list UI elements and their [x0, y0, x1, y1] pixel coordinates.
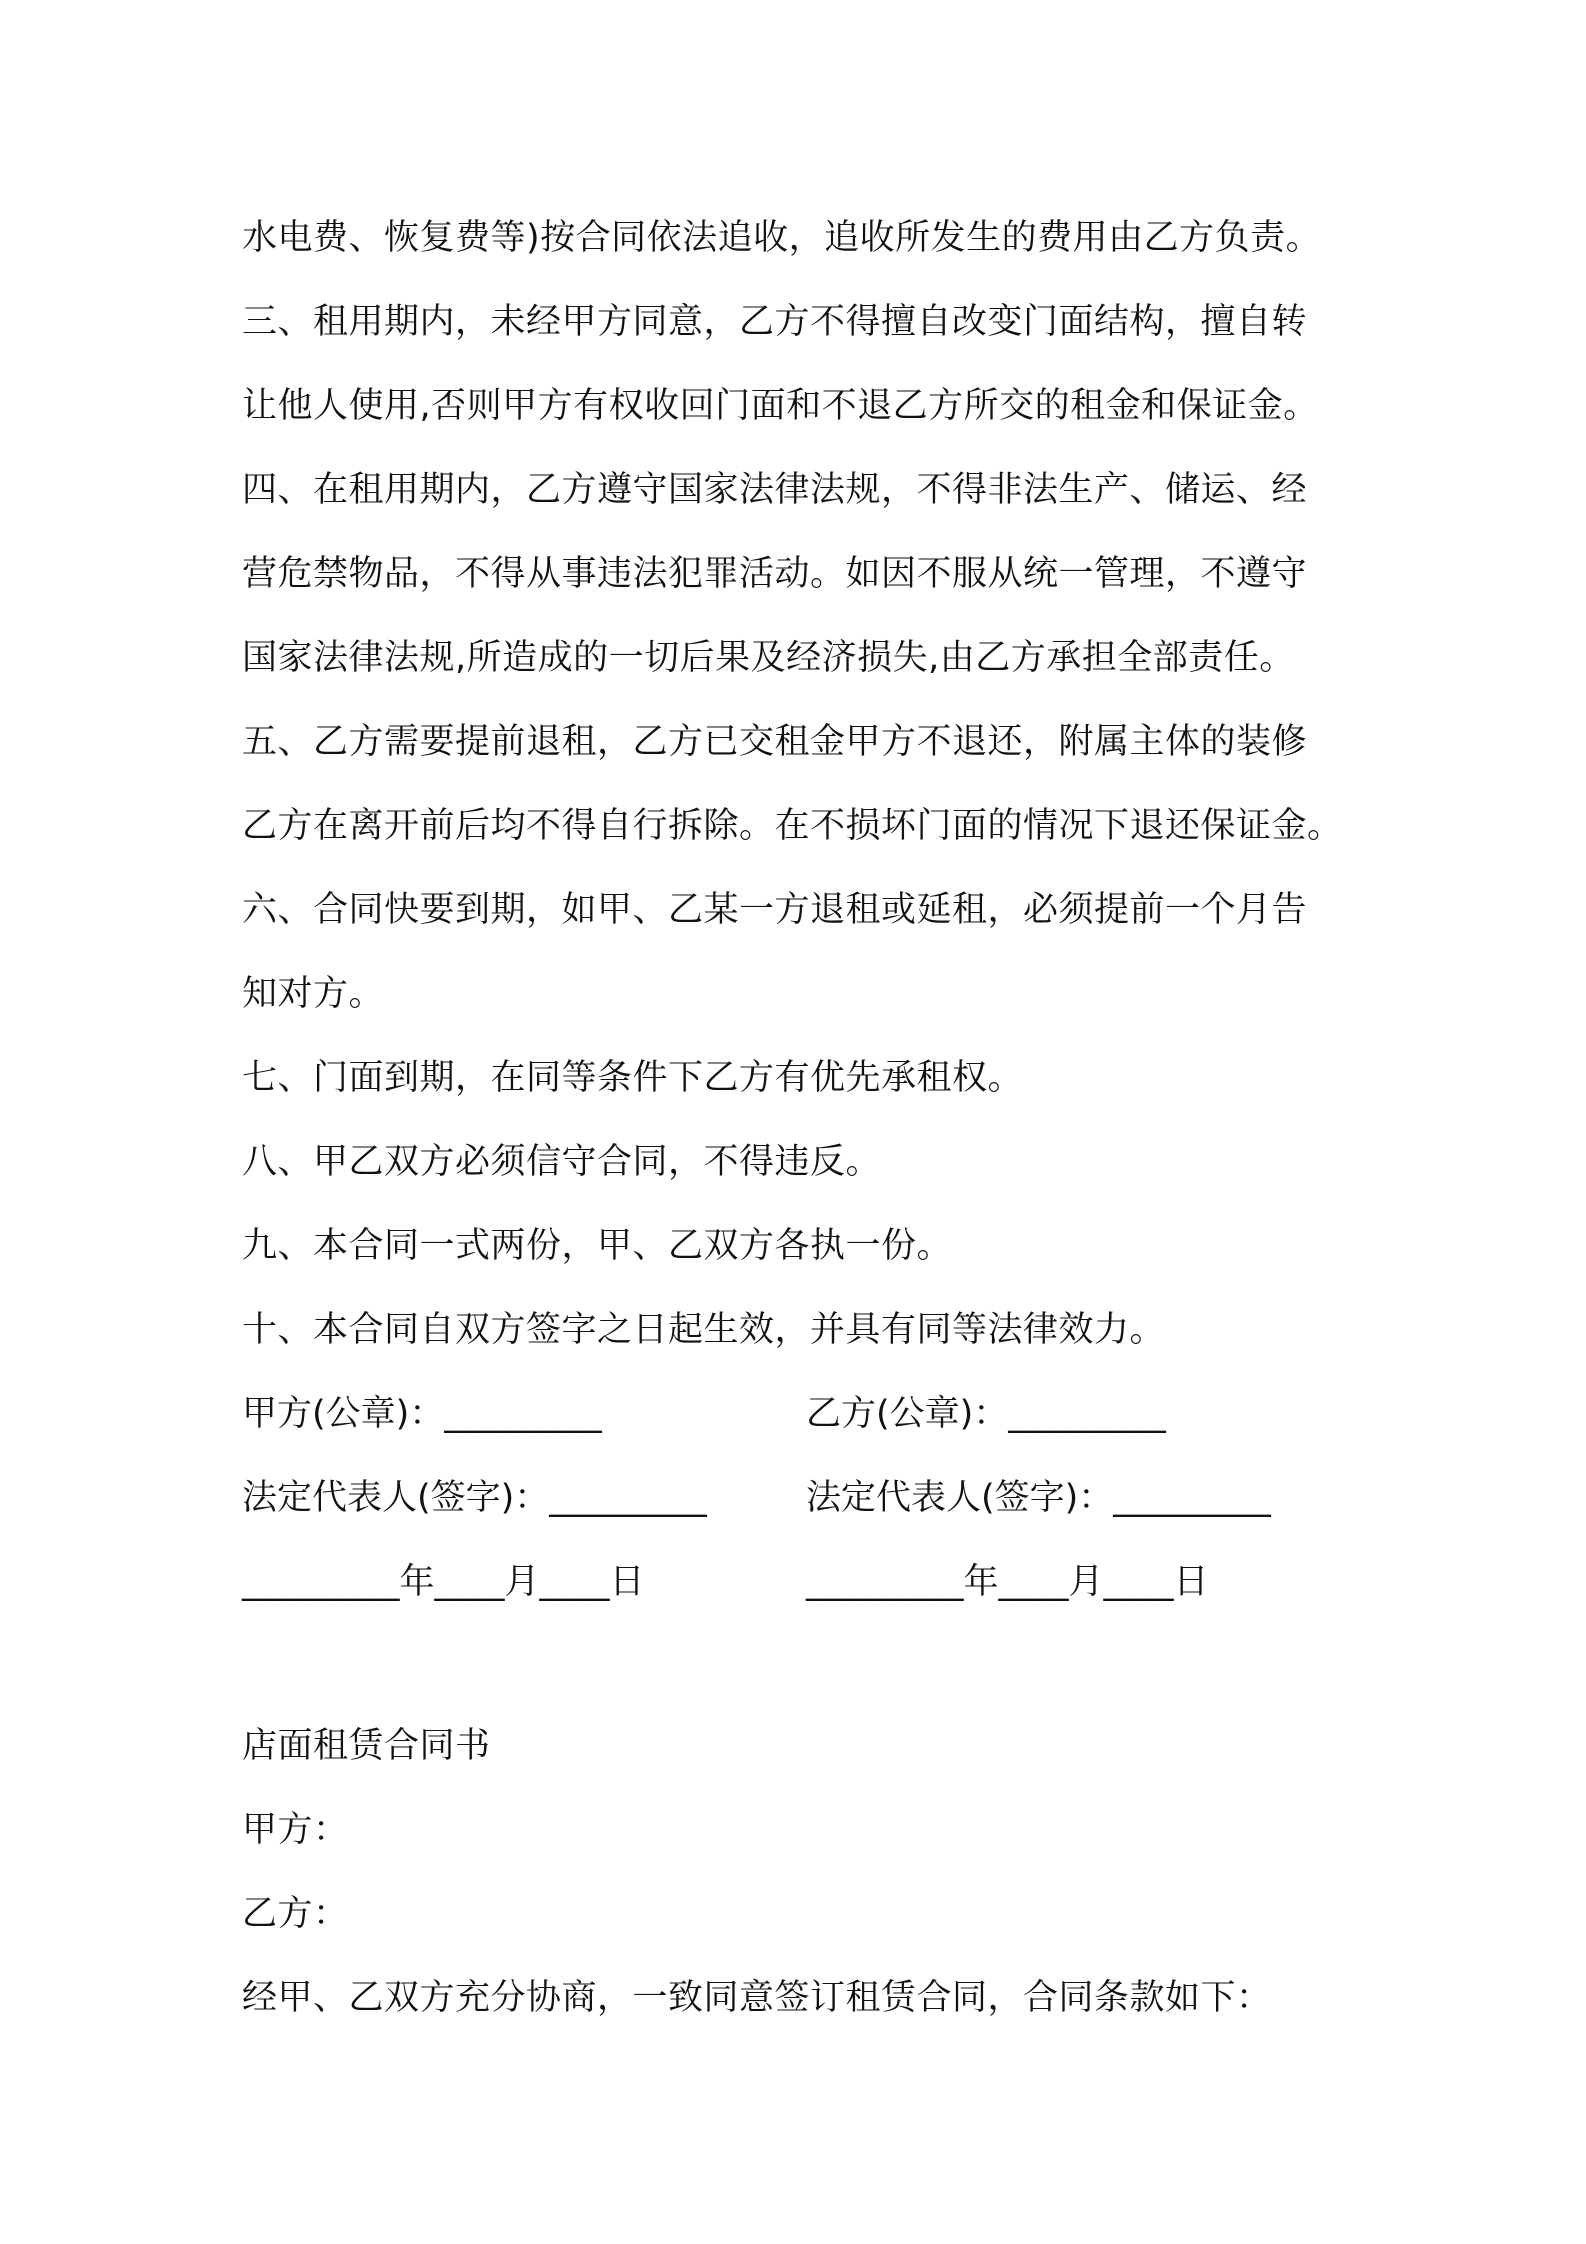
party-b-label: 乙方：: [242, 1894, 349, 1934]
party-b-representative-field: 法定代表人(签字)：_________: [806, 1478, 1271, 1518]
party-b-seal-field: 乙方(公章)：_________: [806, 1394, 1166, 1434]
body-line: 七、门面到期，在同等条件下乙方有优先承租权。: [242, 1058, 1024, 1098]
contract-intro: 经甲、乙双方充分协商，一致同意签订租赁合同，合同条款如下：: [242, 1978, 1272, 2018]
body-line: 国家法律法规,所造成的一切后果及经济损失,由乙方承担全部责任。: [242, 638, 1295, 678]
body-line: 六、合同快要到期，如甲、乙某一方退租或延租，必须提前一个月告: [242, 890, 1308, 930]
party-b-date-field: _________年____月____日: [806, 1562, 1209, 1602]
body-line: 十、本合同自双方签字之日起生效，并具有同等法律效力。: [242, 1310, 1166, 1350]
signature-row-seal: [242, 1372, 1392, 1456]
party-a-representative-field: 法定代表人(签字)：_________: [242, 1478, 707, 1518]
party-a-seal-field: 甲方(公章)：_________: [242, 1394, 602, 1434]
body-line: 知对方。: [242, 974, 385, 1014]
body-line: 三、租用期内，未经甲方同意，乙方不得擅自改变门面结构，擅自转: [242, 302, 1308, 342]
body-line: 营危禁物品，不得从事违法犯罪活动。如因不服从统一管理，不遵守: [242, 554, 1308, 594]
signature-row-representative: [242, 1456, 1392, 1540]
contract-title: 店面租赁合同书: [242, 1726, 491, 1766]
document-content: [242, 196, 1392, 2040]
section-spacer: [242, 1624, 1392, 1704]
signature-row-date: [242, 1540, 1392, 1624]
body-line: 九、本合同一式两份，甲、乙双方各执一份。: [242, 1226, 953, 1266]
party-a-label: 甲方：: [242, 1810, 349, 1850]
body-line: 四、在租用期内，乙方遵守国家法律法规，不得非法生产、储运、经: [242, 470, 1308, 510]
body-line: 八、甲乙双方必须信守合同，不得违反。: [242, 1142, 882, 1182]
party-a-date-field: _________年____月____日: [242, 1562, 645, 1602]
body-line: 让他人使用,否则甲方有权收回门面和不退乙方所交的租金和保证金。: [242, 386, 1319, 426]
body-line: 五、乙方需要提前退租，乙方已交租金甲方不退还，附属主体的装修: [242, 722, 1308, 762]
body-line: 水电费、恢复费等)按合同依法追收，追收所发生的费用由乙方负责。: [242, 218, 1322, 258]
body-line: 乙方在离开前后均不得自行拆除。在不损坏门面的情况下退还保证金。: [242, 806, 1343, 846]
